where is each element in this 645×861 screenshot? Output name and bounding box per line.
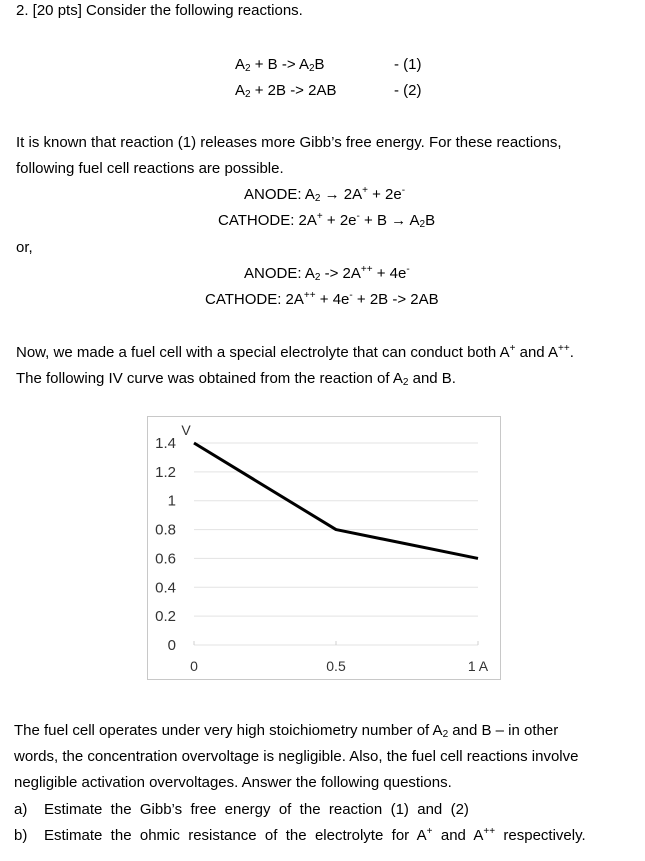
problem-header: 2. [20 pts] Consider the following reactions.	[16, 2, 303, 19]
y-tick-label: 0.6	[155, 550, 176, 568]
y-tick-label: 0.8	[155, 521, 176, 539]
cell2-cathode: CATHODE: 2A++ + 4e- + 2B -> 2AB	[205, 290, 439, 308]
question-b-text: Estimate the ohmic resistance of the electrolyte for A+ and A++ respectively.	[44, 826, 586, 844]
paragraph1-line2: following fuel cell reactions are possible.	[16, 160, 284, 177]
y-tick-label: 1	[167, 492, 176, 510]
paragraph3-line3: negligible activation overvoltages. Answer the following questions.	[14, 774, 452, 791]
reaction-1-tag: - (1)	[394, 56, 422, 73]
reaction-2: $A_2 + 2B -> 2AB$	[235, 82, 337, 100]
y-tick-label: 0	[167, 637, 176, 654]
y-tick-label: 0.2	[155, 608, 176, 626]
y-tick-label: 0.4	[155, 579, 176, 597]
or-text: or,	[16, 239, 33, 256]
reaction-2-tag: - (2)	[394, 82, 422, 99]
x-tick-label: 0.5	[326, 658, 346, 674]
y-tick-label: 1.2	[155, 463, 176, 481]
question-a-label: a)	[14, 801, 28, 818]
question-b-label: b)	[14, 827, 28, 844]
paragraph1-line1: It is known that reaction (1) releases more Gibb’s free energy. For these reactions,	[16, 134, 562, 151]
x-tick-label: 0	[190, 658, 198, 674]
reaction-1: $A_2 + B -> A_2B$	[235, 56, 325, 74]
cell2-anode: ANODE: $A_2 -> 2A^{++} + 4e^-$	[244, 264, 410, 283]
y-tick-label: 1.4	[155, 435, 176, 452]
iv-chart-svg	[148, 417, 500, 679]
paragraph2-line1: Now, we made a fuel cell with a special electrolyte that can conduct both A+ and A++.	[16, 343, 574, 361]
paragraph3-line2: words, the concentration overvoltage is negligible. Also, the fuel cell reactions involve	[14, 748, 579, 765]
x-tick-label: 1 A	[467, 658, 489, 674]
cell1-anode: ANODE: $A_2 \to 2A^+ + 2e^-$	[244, 185, 406, 204]
paragraph2-line2: The following IV curve was obtained from the reaction of $A_2$ and B.	[16, 370, 456, 388]
question-a-text: Estimate the Gibb’s free energy of the reaction (1) and (2)	[44, 801, 469, 818]
paragraph3-line1: The fuel cell operates under very high stoichiometry number of $A_2$ and B – in other	[14, 722, 559, 740]
y-axis-title: V	[181, 422, 191, 438]
cell1-cathode: CATHODE: $2A^+ + 2e^- + B \to A_2B$	[218, 211, 436, 230]
iv-chart	[147, 416, 501, 680]
